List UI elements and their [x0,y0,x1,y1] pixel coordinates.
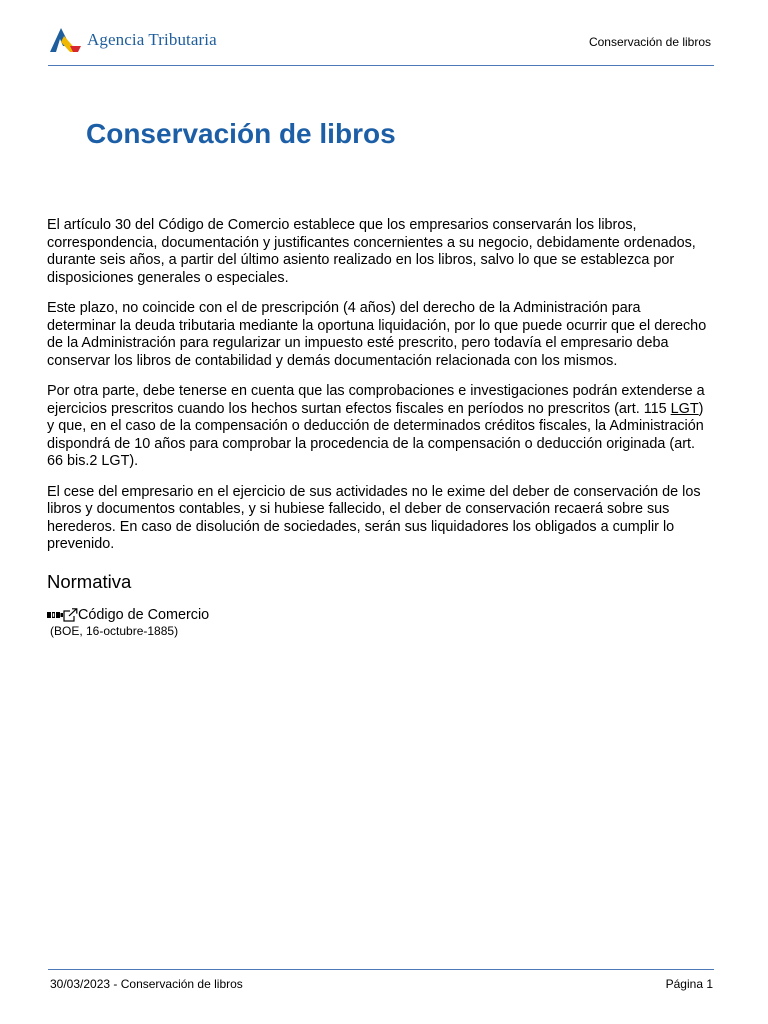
paragraph-text-end: ) y que, en el caso de la compensación o deducción de determinados créditos fiscales, la Administración dispondrá de 10 años para comprobar la procedencia de la compensación o deducción originada (art. 66 bis.2 LGT). [47,400,704,469]
paragraph-prescribed-years [47,383,712,471]
paragraph-text-start: Por otra parte, debe tenerse en cuenta que las comprobaciones e investigaciones podrán extenderse a ejercicios prescritos cuando los hechos surtan efectos fiscales en períodos no prescritos (art. 115 [47,383,705,417]
normativa-heading: Normativa [47,570,132,592]
page-header [0,0,768,66]
paragraph-cessation: El cese del empresario en el ejercicio de sus actividades no le exime del deber de conservación de los libros y documentos contables, y si hubiese fallecido, el deber de conservación recaerá sobre sus herederos. En caso de disolución de sociedades, serán sus liquidadores los obligados a cumplir lo prevenido. [47,483,701,552]
header-document-title: Conservación de libros [588,35,711,49]
agencia-tributaria-logo[interactable] [48,26,217,54]
paragraph-retention-period: El artículo 30 del Código de Comercio establece que los empresarios conservarán los libros, correspondencia, documentación y justificantes concernientes a su negocio, debidamente ordenados, durante seis años, a partir del último asiento realizado en los libros, salvo lo que se establezca por disposiciones generales o especiales. [47,217,696,286]
header-divider [48,65,714,66]
main-content [47,217,712,639]
footer-date-title: 30/03/2023 - Conservación de libros [50,977,243,991]
codigo-comercio-link[interactable]: Código de Comercio [78,606,210,623]
page-number: Página 1 [665,977,713,991]
agencia-tributaria-emblem-icon [48,26,82,54]
lgt-link[interactable]: LGT [670,400,699,417]
external-link-icon [63,608,78,622]
page-title: Conservación de libros [86,118,396,149]
boe-icon [47,610,63,620]
logo-text: Agencia Tributaria [87,30,217,49]
normativa-reference[interactable] [47,607,712,624]
footer-divider [48,969,714,970]
paragraph-prescription: Este plazo, no coincide con el de prescripción (4 años) del derecho de la Administración para determinar la deuda tributaria mediante la oportuna liquidación, por lo que puede ocurrir que el derecho de la Administración para regularizar un impuesto esté prescrito, pero todavía el empresario deba conservar los libros de contabilidad y demás documentación relacionada con los mismos. [47,300,707,369]
reference-date: (BOE, 16-octubre-1885) [50,623,179,638]
